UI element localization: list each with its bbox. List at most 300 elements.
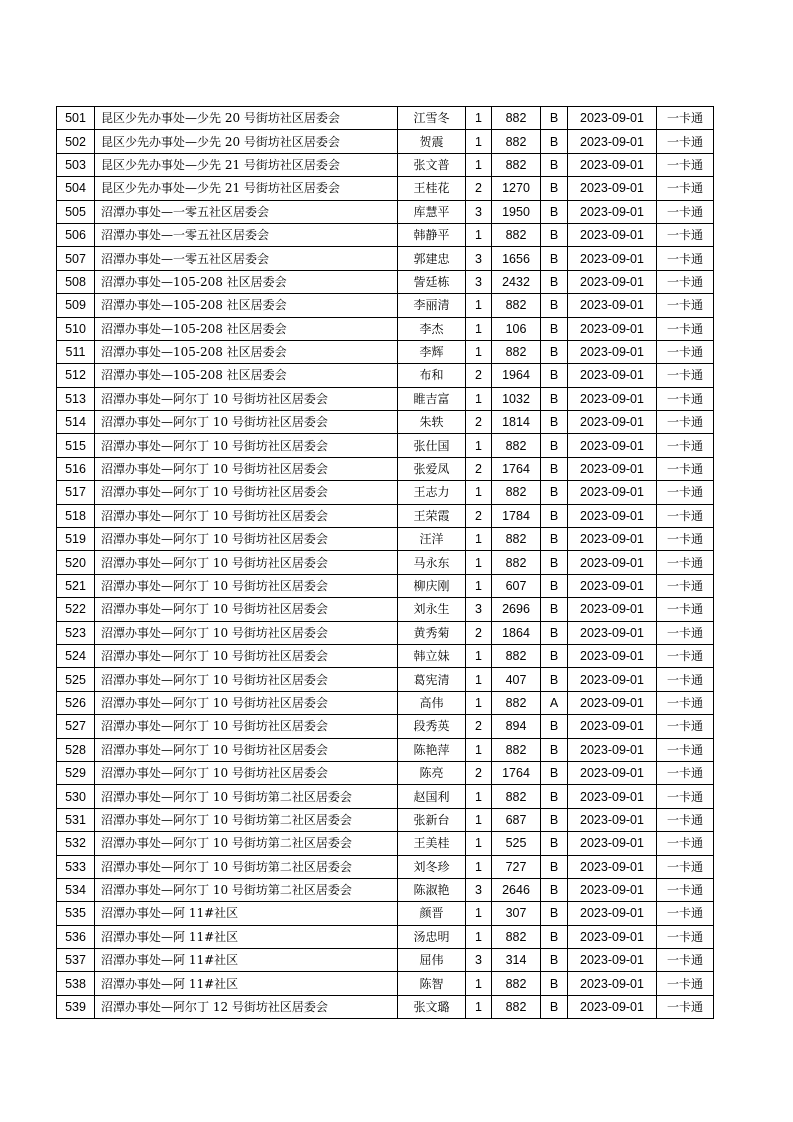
- name-cell: 睢吉富: [398, 387, 466, 410]
- payment-method-cell: 一卡通: [657, 130, 714, 153]
- amount-cell: 2646: [492, 878, 541, 901]
- payment-method-cell: 一卡通: [657, 411, 714, 434]
- name-cell: 陈亮: [398, 761, 466, 784]
- row-number-cell: 511: [57, 340, 95, 363]
- name-cell: 郭建忠: [398, 247, 466, 270]
- date-cell: 2023-09-01: [568, 644, 657, 667]
- amount-cell: 882: [492, 995, 541, 1018]
- name-cell: 陈智: [398, 972, 466, 995]
- amount-cell: 687: [492, 808, 541, 831]
- unit-cell: 沼潭办事处—105-208 社区居委会: [95, 317, 398, 340]
- name-cell: 朱轶: [398, 411, 466, 434]
- payment-method-cell: 一卡通: [657, 995, 714, 1018]
- table-row: [57, 785, 714, 808]
- name-cell: 布和: [398, 364, 466, 387]
- count-cell: 1: [466, 107, 492, 130]
- grade-cell: B: [541, 247, 568, 270]
- amount-cell: 1032: [492, 387, 541, 410]
- amount-cell: 882: [492, 223, 541, 246]
- amount-cell: 1764: [492, 457, 541, 480]
- payment-method-cell: 一卡通: [657, 644, 714, 667]
- row-number-cell: 507: [57, 247, 95, 270]
- grade-cell: B: [541, 551, 568, 574]
- payment-method-cell: 一卡通: [657, 270, 714, 293]
- row-number-cell: 508: [57, 270, 95, 293]
- payment-method-cell: 一卡通: [657, 107, 714, 130]
- unit-cell: 沼潭办事处—阿尔丁 10 号街坊社区居委会: [95, 551, 398, 574]
- date-cell: 2023-09-01: [568, 761, 657, 784]
- unit-cell: 沼潭办事处—阿尔丁 10 号街坊社区居委会: [95, 668, 398, 691]
- grade-cell: B: [541, 528, 568, 551]
- name-cell: 葛宪清: [398, 668, 466, 691]
- unit-cell: 沼潭办事处—阿尔丁 10 号街坊社区居委会: [95, 387, 398, 410]
- table-row: [57, 644, 714, 667]
- amount-cell: 2696: [492, 598, 541, 621]
- payment-method-cell: 一卡通: [657, 761, 714, 784]
- grade-cell: B: [541, 621, 568, 644]
- row-number-cell: 520: [57, 551, 95, 574]
- count-cell: 1: [466, 574, 492, 597]
- payment-method-cell: 一卡通: [657, 434, 714, 457]
- payment-method-cell: 一卡通: [657, 949, 714, 972]
- date-cell: 2023-09-01: [568, 411, 657, 434]
- grade-cell: B: [541, 785, 568, 808]
- count-cell: 1: [466, 925, 492, 948]
- table-row: [57, 223, 714, 246]
- row-number-cell: 538: [57, 972, 95, 995]
- table-row: [57, 457, 714, 480]
- grade-cell: B: [541, 878, 568, 901]
- name-cell: 张文普: [398, 153, 466, 176]
- payment-method-cell: 一卡通: [657, 925, 714, 948]
- payment-method-cell: 一卡通: [657, 551, 714, 574]
- unit-cell: 沼潭办事处—阿尔丁 10 号街坊社区居委会: [95, 761, 398, 784]
- name-cell: 黄秀菊: [398, 621, 466, 644]
- payment-method-cell: 一卡通: [657, 528, 714, 551]
- row-number-cell: 536: [57, 925, 95, 948]
- amount-cell: 1814: [492, 411, 541, 434]
- unit-cell: 沼潭办事处—阿 11#社区: [95, 949, 398, 972]
- table-row: [57, 832, 714, 855]
- name-cell: 訾廷栋: [398, 270, 466, 293]
- unit-cell: 沼潭办事处—阿尔丁 10 号街坊社区居委会: [95, 411, 398, 434]
- count-cell: 1: [466, 995, 492, 1018]
- payment-method-cell: 一卡通: [657, 691, 714, 714]
- amount-cell: 2432: [492, 270, 541, 293]
- grade-cell: B: [541, 644, 568, 667]
- grade-cell: B: [541, 177, 568, 200]
- count-cell: 1: [466, 808, 492, 831]
- grade-cell: B: [541, 481, 568, 504]
- grade-cell: B: [541, 504, 568, 527]
- amount-cell: 607: [492, 574, 541, 597]
- count-cell: 2: [466, 177, 492, 200]
- table-row: [57, 574, 714, 597]
- grade-cell: B: [541, 995, 568, 1018]
- grade-cell: B: [541, 832, 568, 855]
- table-row: [57, 411, 714, 434]
- count-cell: 1: [466, 153, 492, 176]
- table-row: [57, 925, 714, 948]
- row-number-cell: 518: [57, 504, 95, 527]
- amount-cell: 1270: [492, 177, 541, 200]
- payment-method-cell: 一卡通: [657, 504, 714, 527]
- payment-method-cell: 一卡通: [657, 832, 714, 855]
- payment-method-cell: 一卡通: [657, 785, 714, 808]
- table-row: [57, 130, 714, 153]
- table-row: [57, 177, 714, 200]
- table-row: [57, 528, 714, 551]
- name-cell: 段秀英: [398, 715, 466, 738]
- unit-cell: 沼潭办事处—阿尔丁 10 号街坊社区居委会: [95, 528, 398, 551]
- date-cell: 2023-09-01: [568, 223, 657, 246]
- date-cell: 2023-09-01: [568, 902, 657, 925]
- unit-cell: 沼潭办事处—阿尔丁 10 号街坊社区居委会: [95, 644, 398, 667]
- date-cell: 2023-09-01: [568, 434, 657, 457]
- grade-cell: B: [541, 387, 568, 410]
- count-cell: 1: [466, 481, 492, 504]
- payment-method-cell: 一卡通: [657, 481, 714, 504]
- payment-method-cell: 一卡通: [657, 223, 714, 246]
- table-row: [57, 972, 714, 995]
- unit-cell: 沼潭办事处—阿尔丁 10 号街坊社区居委会: [95, 715, 398, 738]
- table-row: [57, 294, 714, 317]
- count-cell: 1: [466, 130, 492, 153]
- count-cell: 1: [466, 223, 492, 246]
- count-cell: 2: [466, 715, 492, 738]
- table-row: [57, 247, 714, 270]
- row-number-cell: 515: [57, 434, 95, 457]
- row-number-cell: 526: [57, 691, 95, 714]
- grade-cell: B: [541, 107, 568, 130]
- table-row: [57, 200, 714, 223]
- unit-cell: 沼潭办事处—阿尔丁 12 号街坊社区居委会: [95, 995, 398, 1018]
- count-cell: 3: [466, 270, 492, 293]
- name-cell: 韩立妹: [398, 644, 466, 667]
- name-cell: 张爱凤: [398, 457, 466, 480]
- name-cell: 屈伟: [398, 949, 466, 972]
- table-row: [57, 878, 714, 901]
- row-number-cell: 519: [57, 528, 95, 551]
- grade-cell: B: [541, 364, 568, 387]
- amount-cell: 882: [492, 551, 541, 574]
- count-cell: 1: [466, 644, 492, 667]
- grade-cell: A: [541, 691, 568, 714]
- amount-cell: 1864: [492, 621, 541, 644]
- table-row: [57, 598, 714, 621]
- name-cell: 刘永生: [398, 598, 466, 621]
- unit-cell: 沼潭办事处—阿尔丁 10 号街坊社区居委会: [95, 598, 398, 621]
- name-cell: 柳庆刚: [398, 574, 466, 597]
- row-number-cell: 514: [57, 411, 95, 434]
- row-number-cell: 516: [57, 457, 95, 480]
- date-cell: 2023-09-01: [568, 808, 657, 831]
- table-row: [57, 808, 714, 831]
- row-number-cell: 530: [57, 785, 95, 808]
- grade-cell: B: [541, 411, 568, 434]
- count-cell: 1: [466, 832, 492, 855]
- amount-cell: 1784: [492, 504, 541, 527]
- grade-cell: B: [541, 340, 568, 363]
- name-cell: 汪洋: [398, 528, 466, 551]
- row-number-cell: 528: [57, 738, 95, 761]
- amount-cell: 407: [492, 668, 541, 691]
- table-row: [57, 387, 714, 410]
- row-number-cell: 512: [57, 364, 95, 387]
- unit-cell: 沼潭办事处—105-208 社区居委会: [95, 364, 398, 387]
- date-cell: 2023-09-01: [568, 200, 657, 223]
- amount-cell: 882: [492, 340, 541, 363]
- payment-method-cell: 一卡通: [657, 574, 714, 597]
- count-cell: 1: [466, 738, 492, 761]
- grade-cell: B: [541, 925, 568, 948]
- payment-method-cell: 一卡通: [657, 972, 714, 995]
- row-number-cell: 503: [57, 153, 95, 176]
- row-number-cell: 525: [57, 668, 95, 691]
- count-cell: 3: [466, 949, 492, 972]
- amount-cell: 882: [492, 481, 541, 504]
- grade-cell: B: [541, 153, 568, 176]
- name-cell: 马永东: [398, 551, 466, 574]
- grade-cell: B: [541, 574, 568, 597]
- date-cell: 2023-09-01: [568, 668, 657, 691]
- count-cell: 1: [466, 785, 492, 808]
- amount-cell: 882: [492, 972, 541, 995]
- name-cell: 王志力: [398, 481, 466, 504]
- date-cell: 2023-09-01: [568, 972, 657, 995]
- amount-cell: 882: [492, 294, 541, 317]
- table-row: [57, 949, 714, 972]
- count-cell: 1: [466, 972, 492, 995]
- grade-cell: B: [541, 902, 568, 925]
- unit-cell: 沼潭办事处—阿尔丁 10 号街坊第二社区居委会: [95, 855, 398, 878]
- payment-method-cell: 一卡通: [657, 294, 714, 317]
- date-cell: 2023-09-01: [568, 504, 657, 527]
- date-cell: 2023-09-01: [568, 387, 657, 410]
- name-cell: 张仕国: [398, 434, 466, 457]
- amount-cell: 882: [492, 528, 541, 551]
- name-cell: 李杰: [398, 317, 466, 340]
- table-row: [57, 902, 714, 925]
- row-number-cell: 513: [57, 387, 95, 410]
- grade-cell: B: [541, 715, 568, 738]
- data-table: [56, 106, 714, 1019]
- grade-cell: B: [541, 598, 568, 621]
- amount-cell: 882: [492, 691, 541, 714]
- payment-method-cell: 一卡通: [657, 247, 714, 270]
- date-cell: 2023-09-01: [568, 481, 657, 504]
- count-cell: 1: [466, 668, 492, 691]
- payment-method-cell: 一卡通: [657, 855, 714, 878]
- payment-method-cell: 一卡通: [657, 387, 714, 410]
- amount-cell: 882: [492, 644, 541, 667]
- payment-method-cell: 一卡通: [657, 317, 714, 340]
- row-number-cell: 502: [57, 130, 95, 153]
- payment-method-cell: 一卡通: [657, 668, 714, 691]
- table-row: [57, 340, 714, 363]
- table-body: [57, 107, 714, 1019]
- amount-cell: 1964: [492, 364, 541, 387]
- date-cell: 2023-09-01: [568, 317, 657, 340]
- row-number-cell: 505: [57, 200, 95, 223]
- payment-method-cell: 一卡通: [657, 598, 714, 621]
- row-number-cell: 529: [57, 761, 95, 784]
- row-number-cell: 539: [57, 995, 95, 1018]
- count-cell: 1: [466, 387, 492, 410]
- payment-method-cell: 一卡通: [657, 878, 714, 901]
- count-cell: 1: [466, 434, 492, 457]
- grade-cell: B: [541, 200, 568, 223]
- table-row: [57, 434, 714, 457]
- name-cell: 陈淑艳: [398, 878, 466, 901]
- payment-method-cell: 一卡通: [657, 340, 714, 363]
- table-row: [57, 691, 714, 714]
- date-cell: 2023-09-01: [568, 925, 657, 948]
- count-cell: 1: [466, 294, 492, 317]
- payment-method-cell: 一卡通: [657, 738, 714, 761]
- date-cell: 2023-09-01: [568, 130, 657, 153]
- amount-cell: 106: [492, 317, 541, 340]
- date-cell: 2023-09-01: [568, 785, 657, 808]
- name-cell: 李辉: [398, 340, 466, 363]
- grade-cell: B: [541, 738, 568, 761]
- payment-method-cell: 一卡通: [657, 808, 714, 831]
- unit-cell: 沼潭办事处—阿尔丁 10 号街坊第二社区居委会: [95, 808, 398, 831]
- grade-cell: B: [541, 972, 568, 995]
- count-cell: 1: [466, 902, 492, 925]
- payment-method-cell: 一卡通: [657, 153, 714, 176]
- unit-cell: 沼潭办事处—105-208 社区居委会: [95, 270, 398, 293]
- date-cell: 2023-09-01: [568, 621, 657, 644]
- row-number-cell: 533: [57, 855, 95, 878]
- date-cell: 2023-09-01: [568, 574, 657, 597]
- date-cell: 2023-09-01: [568, 551, 657, 574]
- amount-cell: 894: [492, 715, 541, 738]
- name-cell: 王荣霞: [398, 504, 466, 527]
- table-row: [57, 715, 714, 738]
- date-cell: 2023-09-01: [568, 247, 657, 270]
- name-cell: 李丽清: [398, 294, 466, 317]
- amount-cell: 314: [492, 949, 541, 972]
- unit-cell: 沼潭办事处—阿尔丁 10 号街坊社区居委会: [95, 504, 398, 527]
- unit-cell: 沼潭办事处—阿尔丁 10 号街坊社区居委会: [95, 574, 398, 597]
- name-cell: 王桂花: [398, 177, 466, 200]
- table-row: [57, 668, 714, 691]
- grade-cell: B: [541, 808, 568, 831]
- date-cell: 2023-09-01: [568, 995, 657, 1018]
- count-cell: 1: [466, 317, 492, 340]
- row-number-cell: 506: [57, 223, 95, 246]
- name-cell: 江雪冬: [398, 107, 466, 130]
- date-cell: 2023-09-01: [568, 294, 657, 317]
- row-number-cell: 522: [57, 598, 95, 621]
- grade-cell: B: [541, 949, 568, 972]
- grade-cell: B: [541, 457, 568, 480]
- row-number-cell: 534: [57, 878, 95, 901]
- unit-cell: 沼潭办事处—阿尔丁 10 号街坊社区居委会: [95, 621, 398, 644]
- unit-cell: 沼潭办事处—阿 11#社区: [95, 902, 398, 925]
- amount-cell: 882: [492, 107, 541, 130]
- row-number-cell: 532: [57, 832, 95, 855]
- unit-cell: 沼潭办事处—阿尔丁 10 号街坊社区居委会: [95, 457, 398, 480]
- grade-cell: B: [541, 761, 568, 784]
- table-row: [57, 621, 714, 644]
- count-cell: 1: [466, 528, 492, 551]
- row-number-cell: 510: [57, 317, 95, 340]
- count-cell: 2: [466, 364, 492, 387]
- name-cell: 韩静平: [398, 223, 466, 246]
- grade-cell: B: [541, 223, 568, 246]
- grade-cell: B: [541, 130, 568, 153]
- row-number-cell: 504: [57, 177, 95, 200]
- name-cell: 刘冬珍: [398, 855, 466, 878]
- count-cell: 1: [466, 340, 492, 363]
- unit-cell: 沼潭办事处—一零五社区居委会: [95, 223, 398, 246]
- amount-cell: 882: [492, 738, 541, 761]
- unit-cell: 沼潭办事处—阿尔丁 10 号街坊社区居委会: [95, 434, 398, 457]
- date-cell: 2023-09-01: [568, 598, 657, 621]
- unit-cell: 沼潭办事处—阿尔丁 10 号街坊第二社区居委会: [95, 785, 398, 808]
- unit-cell: 沼潭办事处—一零五社区居委会: [95, 247, 398, 270]
- unit-cell: 昆区少先办事处—少先 21 号街坊社区居委会: [95, 153, 398, 176]
- amount-cell: 882: [492, 153, 541, 176]
- count-cell: 2: [466, 411, 492, 434]
- count-cell: 3: [466, 247, 492, 270]
- amount-cell: 1950: [492, 200, 541, 223]
- row-number-cell: 517: [57, 481, 95, 504]
- payment-method-cell: 一卡通: [657, 457, 714, 480]
- unit-cell: 沼潭办事处—阿尔丁 10 号街坊第二社区居委会: [95, 832, 398, 855]
- unit-cell: 沼潭办事处—一零五社区居委会: [95, 200, 398, 223]
- grade-cell: B: [541, 668, 568, 691]
- count-cell: 3: [466, 878, 492, 901]
- row-number-cell: 501: [57, 107, 95, 130]
- payment-method-cell: 一卡通: [657, 177, 714, 200]
- name-cell: 汤忠明: [398, 925, 466, 948]
- table-row: [57, 153, 714, 176]
- amount-cell: 525: [492, 832, 541, 855]
- table-row: [57, 107, 714, 130]
- table-row: [57, 270, 714, 293]
- date-cell: 2023-09-01: [568, 457, 657, 480]
- table-row: [57, 761, 714, 784]
- unit-cell: 昆区少先办事处—少先 20 号街坊社区居委会: [95, 107, 398, 130]
- date-cell: 2023-09-01: [568, 153, 657, 176]
- amount-cell: 727: [492, 855, 541, 878]
- date-cell: 2023-09-01: [568, 270, 657, 293]
- amount-cell: 307: [492, 902, 541, 925]
- name-cell: 库慧平: [398, 200, 466, 223]
- date-cell: 2023-09-01: [568, 528, 657, 551]
- row-number-cell: 524: [57, 644, 95, 667]
- unit-cell: 沼潭办事处—阿 11#社区: [95, 925, 398, 948]
- unit-cell: 沼潭办事处—阿 11#社区: [95, 972, 398, 995]
- grade-cell: B: [541, 855, 568, 878]
- date-cell: 2023-09-01: [568, 691, 657, 714]
- amount-cell: 882: [492, 130, 541, 153]
- table-row: [57, 995, 714, 1018]
- amount-cell: 882: [492, 925, 541, 948]
- unit-cell: 昆区少先办事处—少先 21 号街坊社区居委会: [95, 177, 398, 200]
- grade-cell: B: [541, 294, 568, 317]
- date-cell: 2023-09-01: [568, 340, 657, 363]
- table-row: [57, 855, 714, 878]
- row-number-cell: 521: [57, 574, 95, 597]
- unit-cell: 昆区少先办事处—少先 20 号街坊社区居委会: [95, 130, 398, 153]
- amount-cell: 1656: [492, 247, 541, 270]
- name-cell: 高伟: [398, 691, 466, 714]
- name-cell: 贺震: [398, 130, 466, 153]
